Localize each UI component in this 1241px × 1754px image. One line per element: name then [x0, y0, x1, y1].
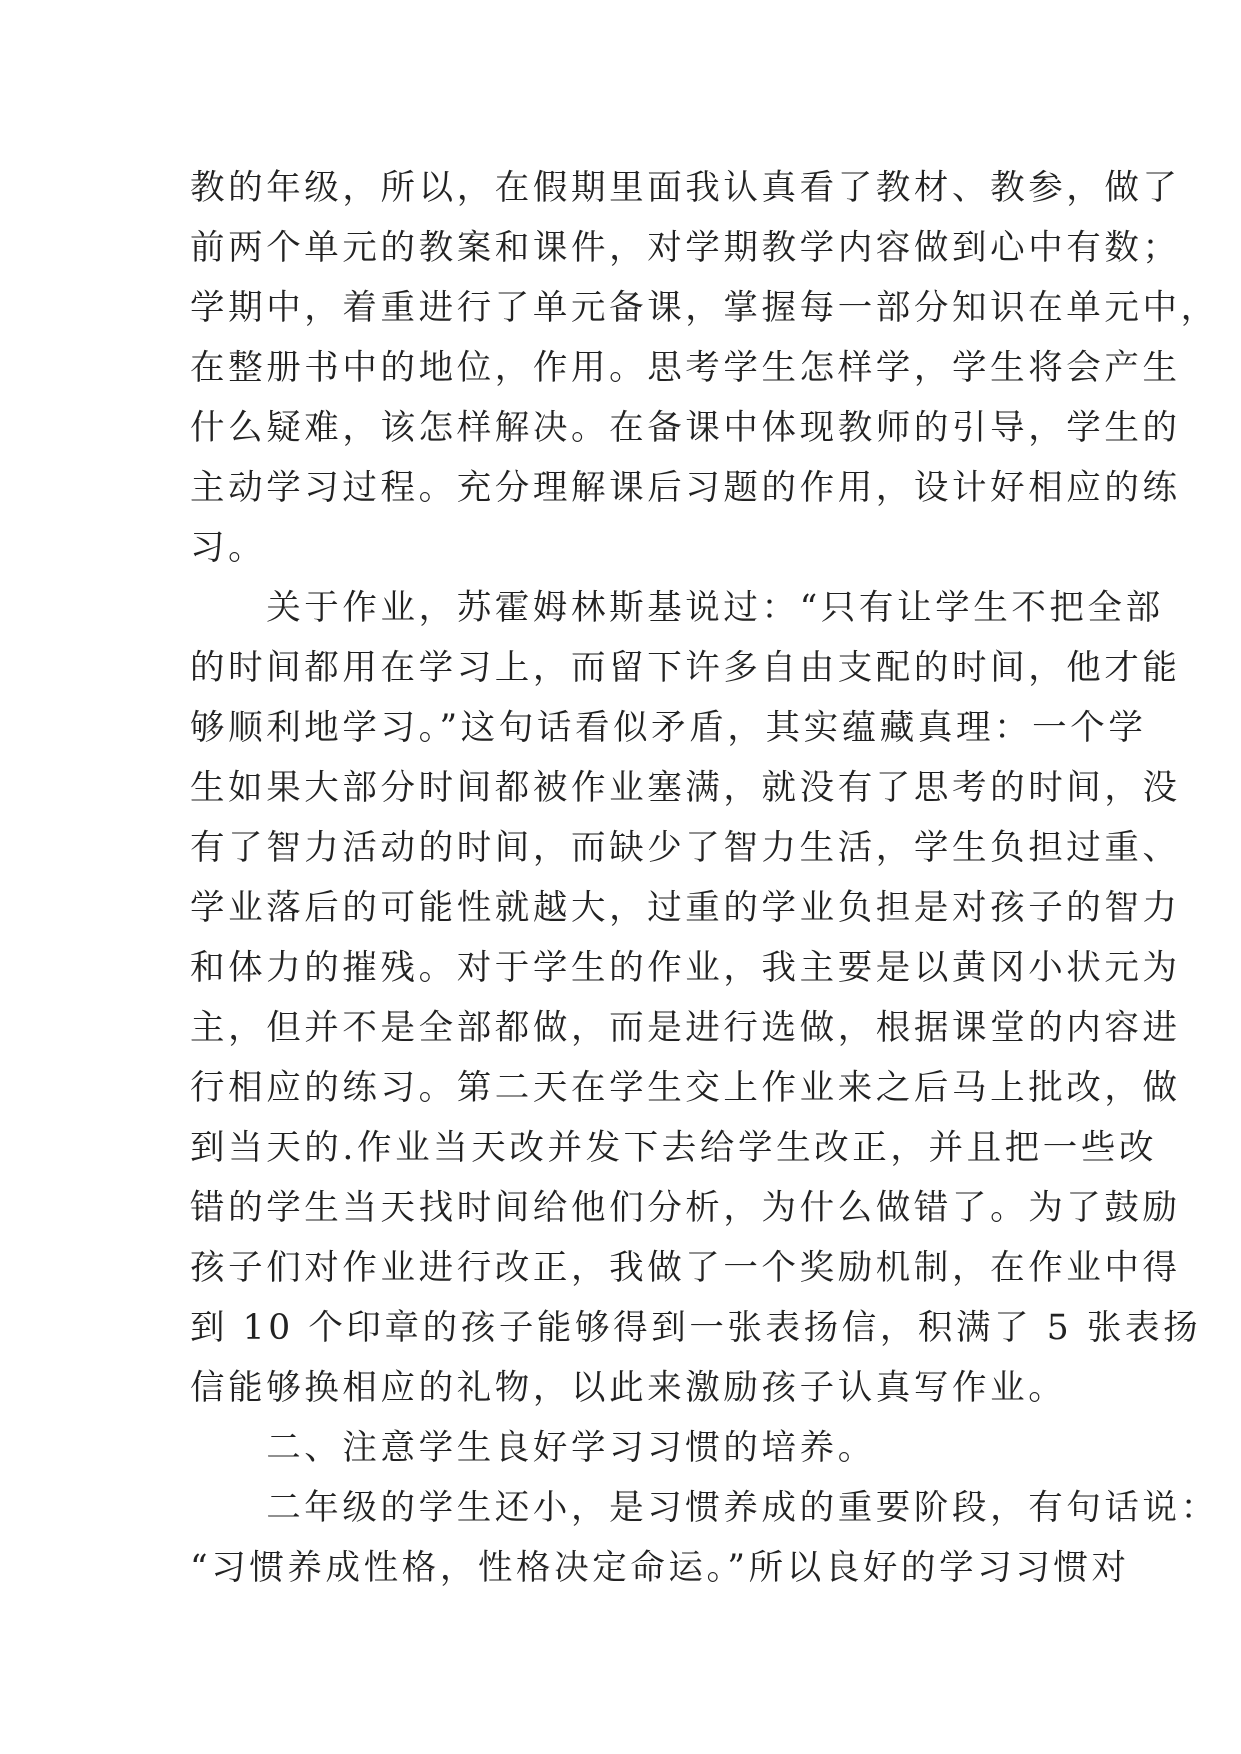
- text-line: “习惯养成性格，性格决定命运。”所以良好的学习习惯对: [190, 1548, 1130, 1588]
- text-line: 二年级的学生还小，是习惯养成的重要阶段，有句话说：: [190, 1488, 1219, 1528]
- text-line: 信能够换相应的礼物，以此来激励孩子认真写作业。: [190, 1368, 1067, 1408]
- text-line: 前两个单元的教案和课件，对学期教学内容做到心中有数；: [190, 228, 1181, 268]
- text-line: 生如果大部分时间都被作业塞满，就没有了思考的时间，没: [190, 768, 1181, 808]
- text-line: 二、注意学生良好学习习惯的培养。: [190, 1428, 876, 1468]
- text-line: 到当天的.作业当天改并发下去给学生改正，并且把一些改: [190, 1128, 1158, 1168]
- text-line: 有了智力活动的时间，而缺少了智力生活，学生负担过重、: [190, 828, 1181, 868]
- text-line: 学期中，着重进行了单元备课，掌握每一部分知识在单元中，: [190, 288, 1219, 328]
- text-line: 行相应的练习。第二天在学生交上作业来之后马上批改，做: [190, 1068, 1181, 1108]
- text-line: 孩子们对作业进行改正，我做了一个奖励机制，在作业中得: [190, 1248, 1181, 1288]
- text-line: 在整册书中的地位，作用。思考学生怎样学，学生将会产生: [190, 348, 1181, 388]
- text-line: 什么疑难，该怎样解决。在备课中体现教师的引导，学生的: [190, 408, 1181, 448]
- text-line: 够顺利地学习。”这句话看似矛盾，其实蕴藏真理：一个学: [190, 708, 1147, 748]
- text-line: 和体力的摧残。对于学生的作业，我主要是以黄冈小状元为: [190, 948, 1181, 988]
- text-line: 主，但并不是全部都做，而是进行选做，根据课堂的内容进: [190, 1008, 1181, 1048]
- text-line: 学业落后的可能性就越大，过重的学业负担是对孩子的智力: [190, 888, 1181, 928]
- text-line: 关于作业，苏霍姆林斯基说过：“只有让学生不把全部: [190, 588, 1164, 628]
- text-line: 的时间都用在学习上，而留下许多自由支配的时间，他才能: [190, 648, 1181, 688]
- body-text: [190, 158, 1219, 1598]
- text-line: 主动学习过程。充分理解课后习题的作用，设计好相应的练: [190, 468, 1181, 508]
- text-line: 教的年级，所以，在假期里面我认真看了教材、教参，做了: [190, 168, 1181, 208]
- text-line: 习。: [190, 528, 267, 568]
- text-line: 到 10 个印章的孩子能够得到一张表扬信，积满了 5 张表扬: [190, 1308, 1202, 1348]
- text-line: 错的学生当天找时间给他们分析，为什么做错了。为了鼓励: [190, 1188, 1181, 1228]
